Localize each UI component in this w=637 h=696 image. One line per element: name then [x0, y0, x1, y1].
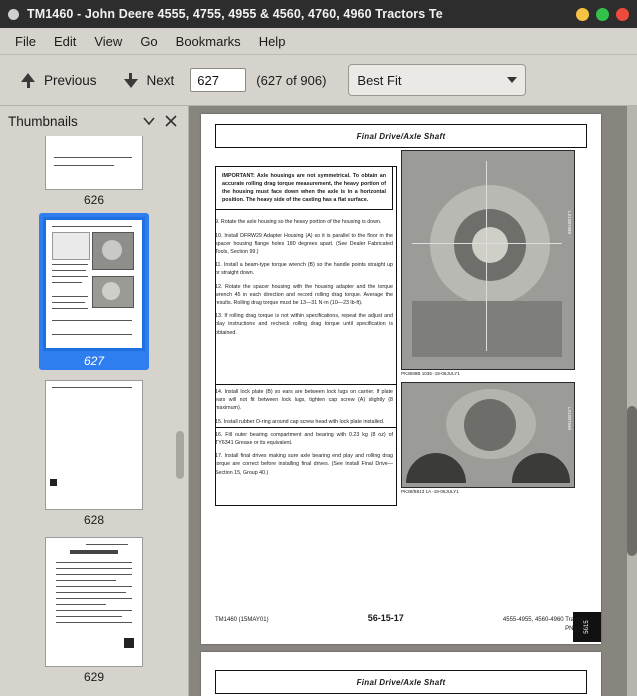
next-label: Next	[146, 72, 175, 88]
footer-left: TM1460 (15MAY01)	[215, 617, 269, 623]
menu-bar	[0, 28, 637, 55]
step-11: 11. Install a beam-type torque wrench (B) so the handle points straight up or straight down.	[215, 262, 393, 277]
sidebar-scrollbar[interactable]	[178, 136, 186, 696]
chevron-down-icon	[507, 77, 517, 83]
menu-file[interactable]: File	[15, 33, 36, 49]
menu-help[interactable]: Help	[258, 33, 286, 49]
document-icon	[8, 9, 19, 20]
thumbnail-preview	[45, 380, 143, 510]
thumbnails-sidebar	[0, 106, 189, 696]
important-note: IMPORTANT: Axle housings are not symmetrical. To obtain an accurate rolling drag torque measurement, the heavy portion of the housing must face down when the axle is in a horizontal position. The heavy side of the casting has a flat surface.	[215, 166, 393, 210]
page-count-label: (627 of 906)	[256, 72, 327, 88]
list-item[interactable]	[45, 537, 143, 684]
minimize-button[interactable]	[576, 8, 589, 21]
page-number-input[interactable]	[190, 68, 246, 92]
figure-caption: PK3699B 1035 -19-06JULY1	[401, 371, 460, 376]
arrow-up-icon	[18, 73, 38, 88]
step-13: 13. If rolling drag torque is not within specifications, repeat the adjust and play instructions and recheck rolling drag torque until specification is obtained.	[215, 313, 393, 336]
toolbar	[0, 55, 637, 106]
sidebar-header	[0, 106, 188, 136]
menu-edit[interactable]: Edit	[53, 33, 77, 49]
step-14: 14. Install lock plate (B) so ears are between lock lugs on carrier. If plate ears will not fit between lock lugs, tighten cap screw (A) slightly (8 maximum).	[215, 389, 393, 412]
step-16: 16. Fill outer bearing compartment and bearing with 0.23 kg (8 oz) of TY6341 Grease or its equivalent.	[215, 431, 393, 447]
figure-image: LX1007690	[401, 382, 575, 488]
menu-go[interactable]: Go	[140, 33, 158, 49]
zoom-value: Best Fit	[357, 72, 402, 88]
page-running-header: Final Drive/Axle Shaft	[215, 670, 587, 694]
window-title: TM1460 - John Deere 4555, 4755, 4955 & 4560, 4760, 4960 Tractors Te	[27, 7, 443, 21]
title-bar	[0, 0, 637, 28]
step-12: 12. Rotate the spacer housing with the housing adapter and the torque wrench 45 in each direction and record rolling drag torque. Average the results. Rolling drag torque must be 13—31 N·m (10—23 lb-ft).	[215, 283, 393, 307]
document-page	[201, 114, 601, 644]
close-button[interactable]	[616, 8, 629, 21]
window-controls	[576, 8, 629, 21]
chevron-down-icon[interactable]	[140, 112, 158, 130]
list-item[interactable]	[45, 136, 143, 207]
document-view[interactable]	[189, 106, 637, 696]
thumbnail-preview	[45, 537, 143, 667]
footer-right: 4555-4955, 4560-4960 Tractors PN=604	[502, 617, 587, 632]
step-17: 17. Install final drives making sure axle bearing end play and rolling drag torque are correct before installing final drives. (See Install Final Drive—Section 15, Group 40.)	[215, 453, 393, 476]
list-item[interactable]	[45, 380, 143, 527]
document-page-next	[201, 652, 601, 696]
main-body	[0, 106, 637, 696]
zoom-select[interactable]	[348, 64, 526, 96]
sidebar-title: Thumbnails	[8, 113, 78, 129]
step-10: 10. Install DFRW29 Adapter Housing (A) so it is parallel to the floor in the spacer housing flange holes 180 degrees apart. (See Dealer Fabricated Tools, Section 99.)	[215, 232, 393, 256]
sidebar-scrollbar-thumb[interactable]	[176, 431, 184, 479]
figure-caption: PK38/B813 1A -19-06JULY1	[401, 489, 459, 494]
document-scrollbar[interactable]	[627, 106, 637, 696]
next-page-button[interactable]	[113, 69, 183, 92]
footer-page-number: 56-15-17	[367, 613, 404, 623]
previous-label: Previous	[44, 72, 97, 88]
figure-image: LX1007689	[401, 150, 575, 370]
thumbnail-list[interactable]	[0, 136, 188, 696]
previous-page-button[interactable]	[10, 69, 105, 92]
page-footer	[215, 613, 587, 634]
step-9: 9. Rotate the axle housing so the heavy portion of the housing is down.	[215, 219, 382, 226]
thumbnail-page-label: 629	[83, 670, 105, 684]
thumbnail-page-label: 627	[83, 354, 105, 368]
thumbnail-page-label: 628	[83, 513, 105, 527]
step-15: 15. Install rubber O-ring around cap screw head with lock plate installed.	[215, 418, 385, 425]
thumbnail-page-label: 626	[83, 193, 105, 207]
maximize-button[interactable]	[596, 8, 609, 21]
menu-bookmarks[interactable]: Bookmarks	[175, 33, 241, 49]
close-icon[interactable]	[162, 112, 180, 130]
page-running-header: Final Drive/Axle Shaft	[215, 124, 587, 148]
thumbnail-preview	[43, 217, 145, 351]
arrow-down-icon	[121, 73, 141, 88]
document-scrollbar-thumb[interactable]	[627, 406, 637, 556]
list-item[interactable]	[39, 213, 149, 370]
thumbnail-preview	[45, 136, 143, 190]
menu-view[interactable]: View	[94, 33, 123, 49]
section-tab: 5615	[573, 612, 601, 642]
